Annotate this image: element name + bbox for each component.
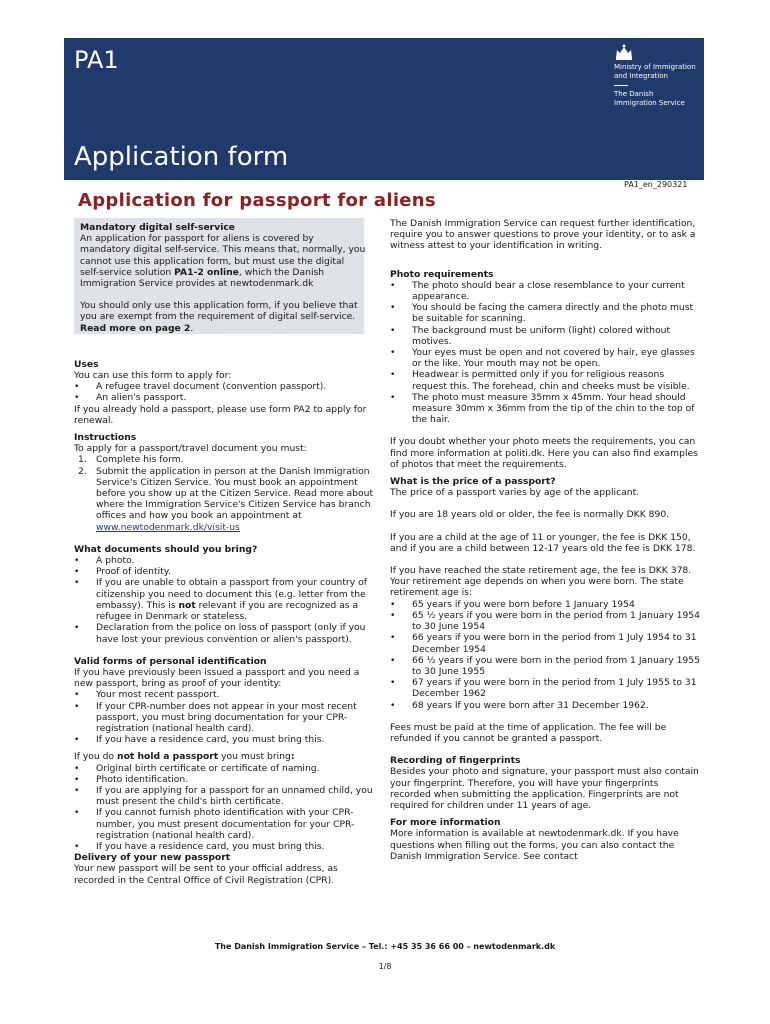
list-item: • Your most recent passport. [74,689,374,700]
list-item: • Original birth certificate or certificate of naming. [74,763,374,774]
instructions-heading: Instructions [74,432,137,444]
valid-id-intro: If you have previously been issued a passport and you need a new passport, bring as proof of your identity: [74,666,360,690]
logo-line-1: Ministry of Immigration [614,63,696,71]
valid-id-heading: Valid forms of personal identification [74,655,267,667]
photo-doubt: If you doubt whether your photo meets the requirements, you can find more information at politi.dk. Here you can also find examples of photos that meet the requirements. [390,436,698,470]
instructions-intro: To apply for a passport/travel document you must: [74,443,307,455]
list-item: • If you have a residence card, you must bring this. [74,841,374,852]
list-item: • Headwear is permitted only if you for religious reasons request this. The forehead, chin and cheeks must be visible. [390,369,700,391]
list-item: • 67 years if you were born in the period from 1 July 1955 to 31 December 1962 [390,677,700,699]
price-child: If you are a child at the age of 11 or younger, the fee is DKK 150, and if you are a child between 12-17 years old the fee is DKK 178. [390,531,696,554]
list-item: • If you are unable to obtain a passport from your country of citizenship you need to document this (e.g. letter from the embassy). This is not relevant if you are recognized as a refugee in Denmark or stateless. [74,577,374,622]
visit-us-link[interactable]: www.newtodenmark.dk/visit-us [96,521,240,533]
list-item: • 65 ½ years if you were born in the period from 1 January 1954 to 30 June 1954 [390,610,700,632]
list-item: • Declaration from the police on loss of passport (only if you have lost your previous convention or alien's passport). [74,622,374,644]
delivery-heading: Delivery of your new passport [74,852,231,864]
no-passport-intro: If you do not hold a passport you must bring: [74,751,295,763]
bring-list [74,555,374,645]
list-item: • A refugee travel document (convention passport). [74,381,374,392]
right-column [390,218,700,862]
list-item: • 66 ½ years if you were born in the period from 1 January 1955 to 30 June 1955 [390,655,700,677]
price-intro: The price of a passport varies by age of the applicant. [390,487,640,499]
list-item: • The photo must measure 35mm x 45mm. Your head should measure 30mm x 36mm from the tip of the chin to the top of the hair. [390,392,700,426]
list-item: • If you are applying for a passport for an unnamed child, you must present the child's birth certificate. [74,785,374,807]
doc-reference: PA1_en_290321 [624,180,688,189]
list-item: • The background must be uniform (light) colored without motives. [390,325,700,347]
mandatory-paragraph-1: An application for passport for aliens is covered by mandatory digital self-service. This means that, normally, you cannot use this application form, but must use the digital self-service solution PA1-2 online, which the Danish Immigration Service provides at newtodenmark.dk [80,233,366,290]
application-form-title: Application form [74,142,289,172]
price-heading: What is the price of a passport? [390,476,556,488]
list-item: • The photo should bear a close resemblance to your current appearance. [390,280,700,302]
photo-list [390,280,700,426]
crown-icon [614,44,634,60]
uses-note: If you already hold a passport, please use form PA2 to apply for renewal. [74,403,367,426]
uses-heading: Uses [74,358,99,370]
left-column [74,222,374,886]
fingerprints-heading: Recording of fingerprints [390,755,521,767]
price-retirement: If you have reached the state retirement age, the fee is DKK 378. Your retirement age depends on when you were born. The state retirement age is: [390,565,692,599]
photo-heading: Photo requirements [390,268,494,280]
list-item: • Proof of identity. [74,566,374,577]
list-item: • 65 years if you were born before 1 January 1954 [390,599,700,610]
more-info-text: More information is available at newtodenmark.dk. If you have questions when filling out the forms, you can also contact the Danish Immigration Service. See contact [390,828,679,862]
fingerprints-text: Besides your photo and signature, your passport must also contain your fingerprint. Therefore, you will have your fingerprints recorded when submitting the application. Fingerprints are not required for children under 11 years of age. [390,766,699,811]
logo-divider [614,85,628,86]
list-item: • Photo identification. [74,774,374,785]
logo-line-3: The Danish [614,90,654,98]
list-item: • 68 years If you were born after 31 December 1962. [390,700,700,711]
no-passport-list [74,763,374,853]
identification-intro: The Danish Immigration Service can request further identification, require you to answer questions to prove your identity, or to ask a witness attest to your identification in writing. [390,218,696,252]
logo-line-2: and Integration [614,72,668,80]
footer-contact: The Danish Immigration Service – Tel.: +45 35 36 66 00 – newtodenmark.dk [214,942,556,951]
page-title: Application for passport for aliens [78,190,436,211]
list-item: • You should be facing the camera directly and the photo must be suitable for scanning. [390,302,700,324]
list-item: • If your CPR-number does not appear in your most recent passport, you must bring documentation for your CPR-registration (national health card). [74,701,374,735]
list-item: • An alien's passport. [74,392,374,403]
list-item: • If you cannot furnish photo identification with your CPR-number, you must present documentation for your CPR-registration (national health card). [74,807,374,841]
list-item: • If you have a residence card, you must bring this. [74,734,374,745]
instructions-list [74,454,374,532]
bring-heading: What documents should you bring? [74,543,258,555]
form-code: PA1 [74,46,119,74]
retirement-list [390,599,700,711]
fees-note: Fees must be paid at the time of application. The fee will be refunded if you cannot be granted a passport. [390,721,667,744]
list-item: • A photo. [74,555,374,566]
more-info-heading: For more information [390,817,501,829]
mandatory-paragraph-2: You should only use this application form, if you believe that you are exempt from the requirement of digital self-service. Read more on page 2. [80,300,358,334]
uses-list [74,381,374,403]
list-item: • Your eyes must be open and not covered by hair, eye glasses or the like. Your mouth may not be open. [390,347,700,369]
list-item: 2. Submit the application in person at the Danish Immigration Service's Citizen Service. You must book an appointment before you show up at the Citizen Service. Read more about where the Immigration Service's Citizen Service has branch offices and how you book an appointment at www.newtodenmark.dk/visit-us [78,465,374,533]
logo-line-4: Immigration Service [614,99,685,107]
mandatory-heading: Mandatory digital self-service [80,222,236,233]
delivery-text: Your new passport will be sent to your official address, as recorded in the Central Office of Civil Registration (CPR). [74,863,338,886]
page-number: 1/8 [378,962,392,971]
valid-id-list [74,689,374,745]
list-item: 1. Complete his form. [78,454,184,466]
price-adult: If you are 18 years old or older, the fee is normally DKK 890. [390,509,670,521]
header-banner [64,38,704,180]
list-item: • 66 years if you were born in the period from 1 July 1954 to 31 December 1954 [390,632,700,654]
ministry-logo [612,44,698,108]
uses-intro: You can use this form to apply for: [74,370,232,382]
